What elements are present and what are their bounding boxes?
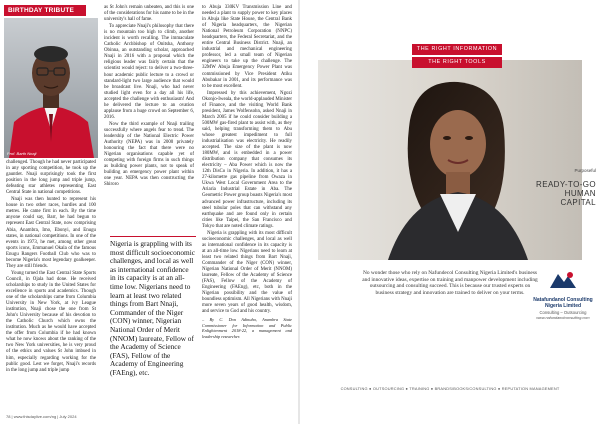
article-column-b: [104, 5, 194, 189]
paragraph: Now the third example of Nnaji trailing successfully where angels fear to tread. The leadership of the National Electric Power Authority (NEPA) was in 2000 privately honouring the fact that there were no Nigerian organisations capable yet of competing with foreign firms in such things as building power plants, not to speak of building an emergency power plant within one year. NEPA was then constructing the Shiroro: [104, 121, 194, 188]
section-banner: BIRTHDAY TRIBUTE: [4, 5, 86, 16]
woman-portrait-illustration: [318, 60, 582, 260]
company-logo-block: [530, 270, 596, 320]
paragraph: as St John's remain unbeaten, and this is one of the considerations for his name to be in the university's hall of fame.: [104, 5, 194, 23]
paragraph: Nnaji was then hunted to represent his house in two other races, hurdles and 100 metres. He came first in each. By the time anyone could say, Barr, he had begun to represent East Central State, now comprising Abia, Anambra, Imo, Ebonyi, and Enugu states, in national competitions. In one of the events in 1973, he met, among other great sports icons, Emmanuel Okala of the famous Enugu Rangers Football Club who was to become Nigeria's most legendary goalkeeper. They are still friends.: [6, 197, 96, 269]
paragraph: to Abuja 330KV Transmission Line and needed a plant to supply power to key places in Abuja like State House, the Central Bank of Nigeria headquarters, the Nigerian National Petroleum Corporation (NNPC) headquarters, the Federal Secretariat, and the entire Central Business District. Nnaji, an industrial and mechanical engineering professor, led a small team of Nigerian engineers to take up the challenge. The 32MW Abuja Emergency Power Plant was commissioned by Vice President Atiku Abubakar in 2001, and its performance was to be most excellent.: [202, 5, 292, 89]
advert-tagline-small: Purposeful: [574, 168, 596, 173]
services-strip: CONSULTING ● OUTSOURCING ● TRAINING ● BRANDS/BOOKS/CONSULTING ● REPUTATION MANAGEMENT: [340, 386, 560, 391]
left-page: [0, 0, 298, 424]
advert-body-text: No wonder those who rely on Nafundecol Consulting Nigeria Limited's business and innovative ideas, expertise on training and manpower development including outsourcing and consulting succeed. This is because our trusted experts on business strategy and innovation are trained to deliver on your terms.: [362, 270, 538, 296]
company-name: Natafundanol Consulting Nigeria Limited: [533, 297, 593, 309]
right-page-advert: [300, 0, 600, 424]
company-website: www.nafundanolconsulting.com: [536, 316, 590, 320]
advert-kicker: THE RIGHT INFORMATION: [412, 44, 502, 55]
paragraph: Impressed by this achievement, Ngozi Okonjo-Iweala, the world-applauded Minister of Finance, and the visiting World Bank president, James Wolfensohn, asked Nnaji in March 2005 if he could consider building a 500MW gas-fired plant to assist with, as they said, helping transforming them to Abu whose greatest impediment to full industrialisation was electricity. He readily accepted. The size of the plant is now 180MW, and is embedded in a power distribution company that consumes its electricity – Aba Power which is now the 12th DisCo in Nigeria. In addition, it has a 27-kilometre gas pipeline from Owaza in Ukwa West Local Government Area to the Ariaria Industrial Estate in Aba. The Geometric Power group boasts Nigeria's most advanced power infrastructure, including its steel tubular poles that can withstand any earthquake and are found only in certain cities like Taipei, the San Francisco and Tokyo that are noted climate ratings.: [202, 90, 292, 229]
company-logo-icon: [548, 270, 578, 290]
page-footer: 78 | www.thisdaylive.com/ng | July 2024: [6, 414, 77, 419]
advert-tagline: READY-TO-GO HUMAN CAPITAL: [536, 180, 596, 208]
portrait-photo: [4, 18, 98, 158]
company-tagline: Consulting – Outsourcing: [539, 310, 587, 315]
paragraph: Young turned the East Central State Sports Council, in Ojala had done. He received scholarships to study in the United States for excellence in sports and academics. Though one of the scholarships came from Columbia University in New York, at ivy League institution, Nnaji chose the one from St John's University because of his devotion to the Catholic Church which owns the institution. Much as he would have accepted the offer from Columbia if he had known what he now knows about the ranking of the two New York universities, he is very proud of the ethics and values St John imbued in him, especially regarding working for the public good. Lest we forget, Nnaji's records in the long jump and triple jump: [6, 270, 96, 373]
paragraph: To appreciate Nnaji's philosophy that there is no mountain too high to climb, another incident is worth recalling. The immaculate Catholic Archbishop of Onitsha, Anthony Obinna, an outstanding scholar, approached Nnaji in 2016 with a proposal which the religious leader was fairly certain that the scientist would reject: to deliver a two-three-hour academic public lecture to a crowd or standard-light two large audience that would be broadcast live. Nnaji, who had never studied light even for a day all his life, accepted the challenge with enthusiasm! And he delivered the lecture to an ovation applause from a huge crowd on September 6, 2016.: [104, 24, 194, 120]
paragraph: Nigeria is grappling with its most difficult socioeconomic challenges, and local as well as international confidence in its capacity is at an all-time low. Nigerians need to learn at least two related things from Bart Nnaji, Commander of the Niger (CON) winner, Nigerian National Order of Merit (NNOM) laureate, Fellow of the Academy of Science (FAS), Fellow of the Academy of Engineering (FAEng), etc, both in the Nigerian possibility and the value of boundless optimism. All Nigerians with Nnaji more seven years of good health, wisdom, and service to God and his country.: [202, 230, 292, 315]
photo-caption: Prof. Barth Nnaji: [7, 151, 37, 156]
article-column-c: [202, 5, 292, 339]
portrait-illustration: [4, 18, 98, 158]
advert-kicker-secondary: THE RIGHT TOOLS: [412, 57, 502, 68]
article-column-a: [6, 160, 96, 375]
advert-hero-image: [318, 60, 582, 260]
pull-quote: Nigeria is grappling with its most difficult socioeconomic challenges, and local as well as international confidence in its capacity is at an all-time low. Nigerians need to learn at least two related things from Bart Nnaji, Commander of the Niger (CON) winner, Nigerian National Order of Merit (NNOM) laureate, Fellow of the Academy of Science (FAS), Fellow of the Academy of Engineering (FAEng), etc.: [110, 236, 196, 378]
paragraph: challenged. Though he had never participated in any sporting competition, he took up the gauntlet. Nnaji surprisingly took the first position in the long jump and triple jump, defeating star athletes representing East Central State in national competitions.: [6, 160, 96, 196]
author-note: – By C. Don Adinuba, Anambra State Commissioner for Information and Public Enlightenment 2018-22, a management and leadership researcher.: [202, 317, 292, 339]
